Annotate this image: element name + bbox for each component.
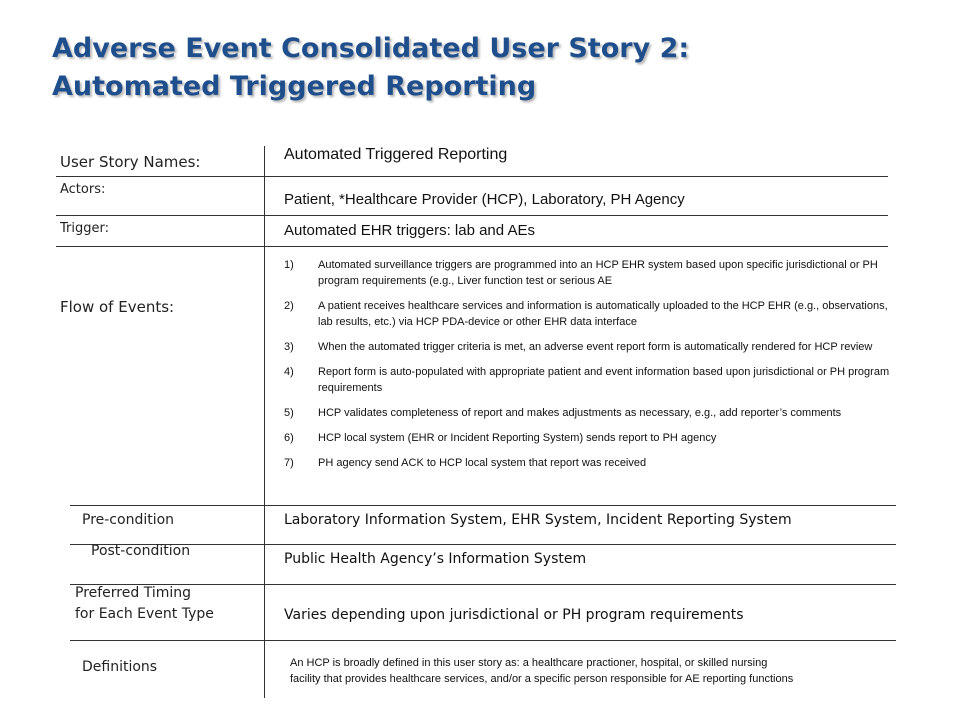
flow-step-number: 1) (284, 259, 294, 271)
precondition-value: Laboratory Information System, EHR System, Incident Reporting System (284, 512, 792, 528)
row-divider-5 (70, 544, 896, 545)
flow-step (284, 364, 894, 396)
page-title (52, 30, 689, 106)
definitions-line-1: An HCP is broadly defined in this user story as: a healthcare practioner, hospital, or skilled nursing (290, 657, 768, 669)
flow-step-number: 2) (284, 300, 294, 312)
flow-step (284, 298, 894, 330)
flow-of-events-list (284, 257, 894, 480)
flow-step (284, 405, 894, 421)
title-line-2: Automated Triggered Reporting (52, 71, 537, 102)
timing-label (75, 583, 214, 625)
row-divider-3 (56, 246, 888, 247)
flow-step-number: 5) (284, 407, 294, 419)
flow-step (284, 430, 894, 446)
flow-step (284, 339, 894, 355)
actors-label: Actors: (60, 182, 106, 197)
definitions-line-2: facility that provides healthcare services, and/or a specific person responsible for AE reporting functions (290, 673, 794, 685)
flow-step-number: 4) (284, 366, 294, 378)
actors-value: Patient, *Healthcare Provider (HCP), Laboratory, PH Agency (284, 191, 685, 208)
flow-step-text: A patient receives healthcare services and information is automatically uploaded to the HCP EHR (e.g., observations, lab results, etc.) via HCP PDA-device or other EHR data interface (318, 300, 888, 328)
user-story-names-value: Automated Triggered Reporting (284, 146, 508, 163)
column-divider (264, 146, 265, 698)
timing-value: Varies depending upon jurisdictional or PH program requirements (284, 607, 744, 623)
flow-of-events-label: Flow of Events: (60, 298, 175, 316)
postcondition-label: Post-condition (91, 543, 191, 559)
postcondition-value: Public Health Agency’s Information System (284, 551, 587, 567)
flow-step-text: Automated surveillance triggers are programmed into an HCP EHR system based upon specific jurisdictional or PH program requirements (e.g., Liver function test or serious AE (318, 259, 878, 287)
trigger-label: Trigger: (60, 221, 109, 236)
timing-label-line-1: Preferred Timing (75, 585, 192, 601)
row-divider-4 (70, 505, 896, 506)
flow-step-number: 7) (284, 457, 294, 469)
flow-step-number: 3) (284, 341, 294, 353)
trigger-value: Automated EHR triggers: lab and AEs (284, 222, 535, 239)
timing-label-line-2: for Each Event Type (75, 606, 214, 622)
flow-step (284, 257, 894, 289)
definitions-value (290, 655, 930, 687)
flow-step (284, 455, 894, 471)
row-divider-7 (70, 640, 896, 641)
flow-step-text: Report form is auto-populated with appropriate patient and event information based upon jurisdictional or PH program requirements (318, 366, 890, 394)
precondition-label: Pre-condition (82, 512, 175, 528)
definitions-label: Definitions (82, 659, 158, 675)
flow-step-text: When the automated trigger criteria is met, an adverse event report form is automatically rendered for HCP review (318, 341, 873, 353)
flow-step-number: 6) (284, 432, 294, 444)
flow-step-text: HCP validates completeness of report and makes adjustments as necessary, e.g., add reporter’s comments (318, 407, 842, 419)
row-divider-1 (56, 176, 888, 177)
flow-step-text: HCP local system (EHR or Incident Reporting System) sends report to PH agency (318, 432, 717, 444)
user-story-names-label: User Story Names: (60, 153, 201, 171)
row-divider-2 (56, 215, 888, 216)
title-line-1: Adverse Event Consolidated User Story 2: (52, 33, 690, 64)
flow-step-text: PH agency send ACK to HCP local system that report was received (318, 457, 647, 469)
